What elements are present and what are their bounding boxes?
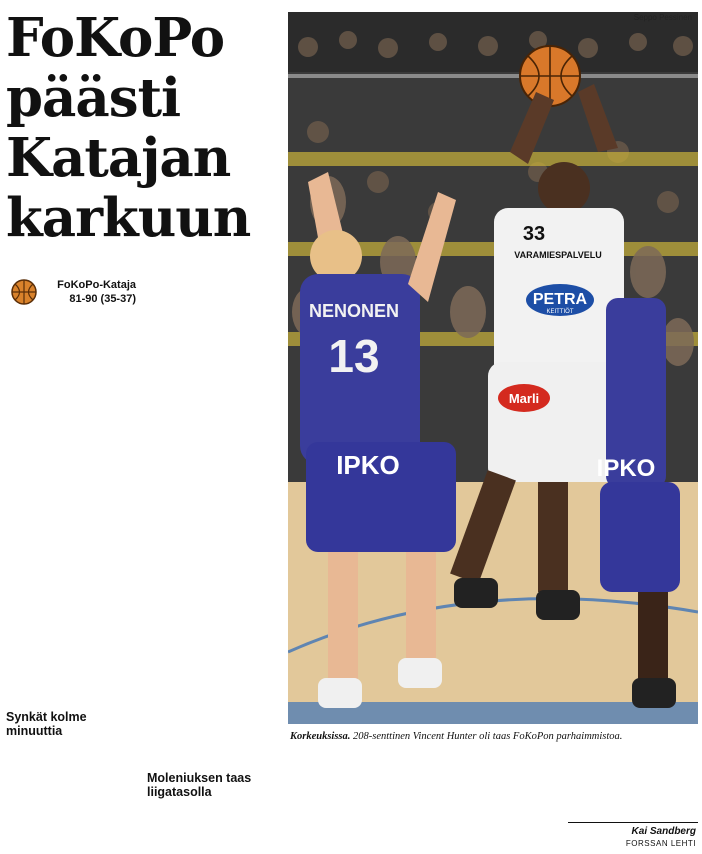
headline-line-4: karkuun	[6, 187, 251, 249]
jersey-left-number: 13	[328, 330, 380, 382]
shorts-left-brand: IPKO	[336, 450, 400, 480]
subhead-first	[6, 710, 87, 738]
jersey-right-logo: PETRA	[532, 291, 588, 308]
jersey-left-name: NENONEN	[308, 301, 400, 321]
basketball-photo	[288, 12, 698, 724]
score-result: 81-90 (35-37)	[69, 293, 136, 305]
headline-line-1: FoKoPo	[6, 7, 225, 69]
jersey-right-logo-sub: KEITTIÖT	[546, 309, 574, 315]
subhead-first-line-1: Synkät kolme	[6, 710, 87, 724]
jersey-right-number: 33	[522, 223, 546, 245]
headline	[6, 8, 284, 248]
basketball-icon	[10, 278, 38, 306]
subhead-second-line-2: liigatasolla	[147, 785, 212, 799]
subhead-second	[147, 771, 251, 799]
byline-rule	[568, 822, 698, 823]
headline-line-3: Katajan	[6, 127, 231, 189]
headline-line-2: päästi	[6, 67, 181, 129]
photo-scene	[288, 12, 698, 724]
shorts-right-brand: IPKO	[596, 455, 656, 482]
caption-lead: Korkeuksissa.	[290, 731, 351, 742]
jersey-right-sponsor: VARAMIESPALVELU	[514, 250, 602, 260]
subhead-first-line-2: minuuttia	[6, 724, 63, 738]
subhead-second-line-1: Moleniuksen taas	[147, 771, 252, 785]
shorts-right-logo: Marli	[508, 391, 540, 406]
caption-text: 208-senttinen Vincent Hunter oli taas FoKoPon parhaimmistoa.	[350, 731, 623, 742]
score-title: FoKoPo-Kataja	[57, 279, 136, 291]
photo-credit: Seppo Pessinen	[633, 13, 692, 22]
byline-org: FORSSAN LEHTI	[625, 839, 696, 848]
photo-caption	[290, 730, 698, 743]
score-box	[10, 278, 136, 308]
byline-name: Kai Sandberg	[631, 826, 696, 837]
